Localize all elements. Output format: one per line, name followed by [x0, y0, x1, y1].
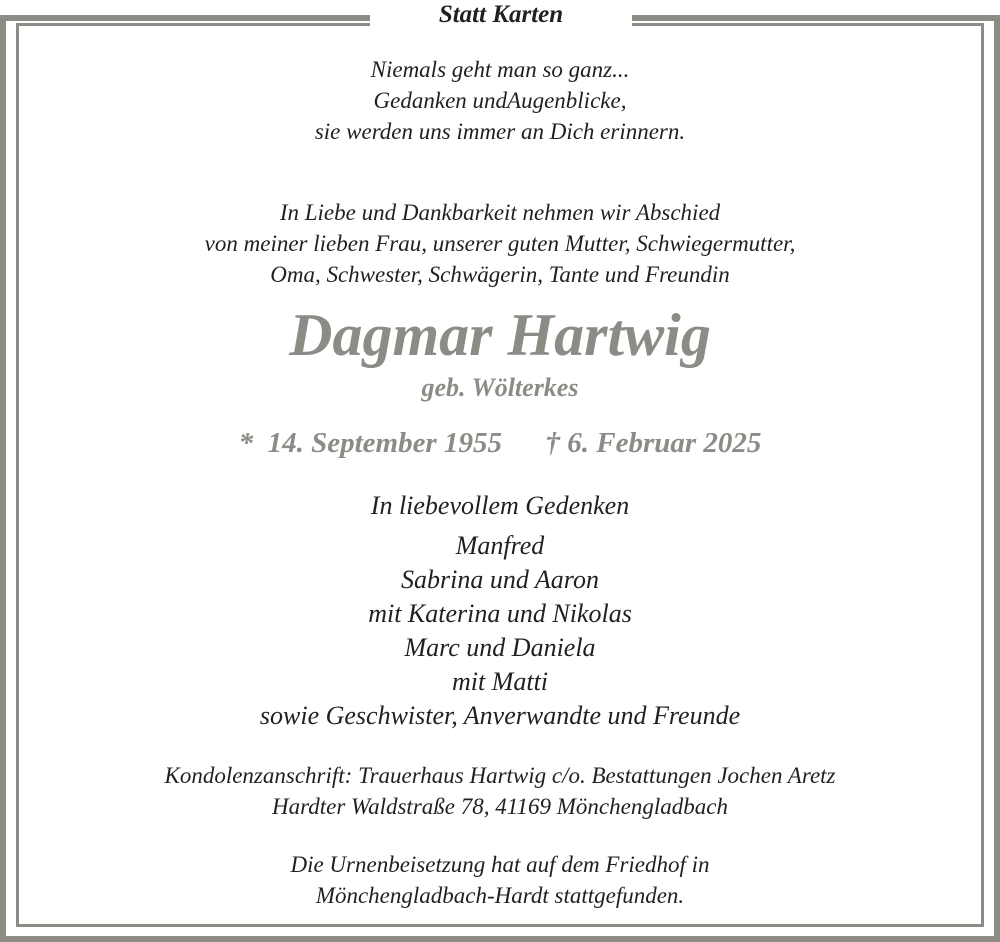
urn-burial-notice	[0, 849, 1000, 911]
death-date: † 6. Februar 2025	[545, 427, 762, 459]
condolence-line: Hardter Waldstraße 78, 41169 Mönchengladbach	[272, 794, 728, 819]
urn-line: Mönchengladbach-Hardt stattgefunden.	[315, 883, 685, 908]
mourners-list	[0, 529, 1000, 733]
farewell-intro	[0, 197, 1000, 290]
intro-line: In Liebe und Dankbarkeit nehmen wir Abschied	[279, 200, 721, 225]
poem-line: sie werden uns immer an Dich erinnern.	[314, 119, 686, 144]
mourner-line: Manfred	[455, 531, 545, 560]
mourner-line: mit Katerina und Nikolas	[368, 599, 632, 628]
mourner-line: mit Matti	[451, 667, 549, 696]
poem-line: Gedanken undAugenblicke,	[373, 88, 627, 113]
poem	[0, 54, 1000, 147]
maiden-name: geb. Wölterkes	[421, 373, 579, 402]
intro-line: Oma, Schwester, Schwägerin, Tante und Freundin	[270, 262, 730, 287]
intro-line: von meiner lieben Frau, unserer guten Mutter, Schwiegermutter,	[204, 231, 796, 256]
condolence-address	[0, 760, 1000, 822]
condolence-line: Kondolenzanschrift: Trauerhaus Hartwig c/o. Bestattungen Jochen Aretz	[164, 763, 836, 788]
birth-date: * 14. September 1955	[238, 427, 502, 459]
urn-line: Die Urnenbeisetzung hat auf dem Friedhof in	[290, 852, 710, 877]
header-title: Statt Karten	[438, 1, 564, 28]
mourner-line: Marc und Daniela	[404, 633, 596, 662]
mourners-title: In liebevollem Gedenken	[370, 491, 630, 520]
date-spacer	[502, 427, 546, 459]
life-dates	[0, 423, 1000, 463]
deceased-name: Dagmar Hartwig	[289, 302, 711, 368]
poem-line: Niemals geht man so ganz...	[370, 57, 630, 82]
mourner-line: Sabrina und Aaron	[401, 565, 599, 594]
mourner-line: sowie Geschwister, Anverwandte und Freunde	[259, 701, 741, 730]
